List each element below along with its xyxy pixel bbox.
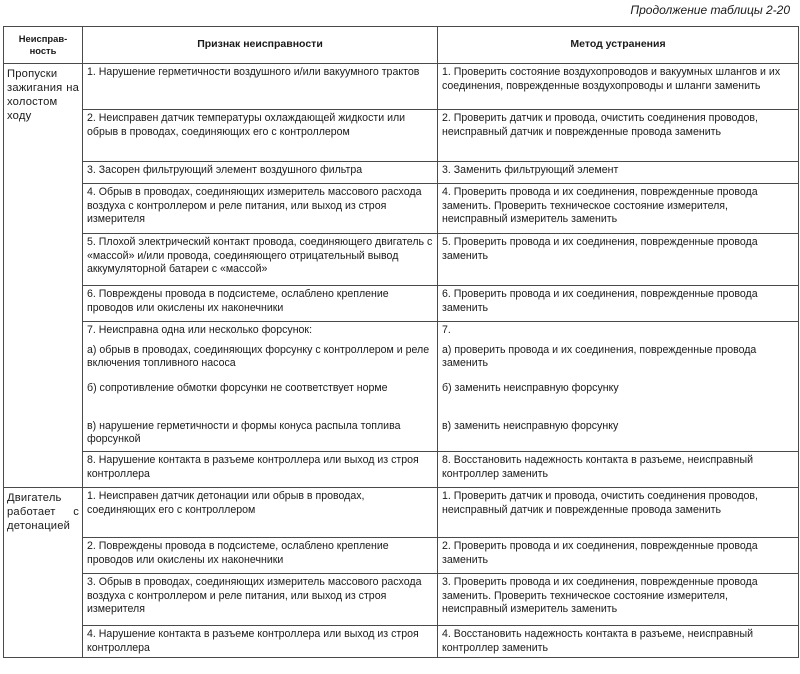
table-row xyxy=(4,418,799,452)
symptom-cell: 4. Нарушение контакта в разъеме контроллера или выход из строя контроллера xyxy=(83,626,438,658)
table-row xyxy=(4,322,799,342)
symptom-cell: 2. Повреждены провода в подсистеме, ослаблено крепление проводов или окислены их наконечники xyxy=(83,538,438,574)
table-row xyxy=(4,184,799,234)
table-header-row xyxy=(4,27,799,64)
symptom-cell: 5. Плохой электрический контакт провода, соединяющего двигатель с «массой» и/или провода, соединяющего отрицательный вывод аккумуляторной батареи с «массой» xyxy=(83,234,438,286)
symptom-cell: 6. Повреждены провода в подсистеме, ослаблено крепление проводов или окислены их наконечники xyxy=(83,286,438,322)
symptom-cell: б) сопротивление обмотки форсунки не соответствует норме xyxy=(83,380,438,418)
remedy-cell: 8. Восстановить надежность контакта в разъеме, неисправный контроллер заменить xyxy=(438,452,799,488)
table-row xyxy=(4,162,799,184)
remedy-cell: 1. Проверить датчик и провода, очистить соединения проводов, неисправный датчик и поврежденные провода заменить xyxy=(438,488,799,538)
remedy-cell: 6. Проверить провода и их соединения, поврежденные провода заменить xyxy=(438,286,799,322)
fault-cell-knock: Двигатель работает с детонацией xyxy=(4,488,83,658)
symptom-cell: 3. Обрыв в проводах, соединяющих измеритель массового расхода воздуха с контроллером и реле питания, или выход из строя измерителя xyxy=(83,574,438,626)
remedy-cell: 3. Заменить фильтрующий элемент xyxy=(438,162,799,184)
symptom-cell: 2. Неисправен датчик температуры охлаждающей жидкости или обрыв в проводах, соединяющих его с контроллером xyxy=(83,110,438,162)
remedy-cell: 2. Проверить датчик и провода, очистить соединения проводов, неисправный датчик и поврежденные провода заменить xyxy=(438,110,799,162)
table-row xyxy=(4,342,799,380)
symptom-cell: 4. Обрыв в проводах, соединяющих измеритель массового расхода воздуха с контроллером и реле питания, или выход из строя измерителя xyxy=(83,184,438,234)
remedy-cell: 1. Проверить состояние воздухопроводов и вакуумных шлангов и их соединения, поврежденные воздухопроводы и шланги заменить xyxy=(438,64,799,110)
table-row xyxy=(4,234,799,286)
header-remedy: Метод устранения xyxy=(438,27,799,64)
table-row xyxy=(4,574,799,626)
header-fault: Неисправ-ность xyxy=(4,27,83,64)
table-continuation-caption: Продолжение таблицы 2-20 xyxy=(630,3,790,17)
remedy-cell: 7. xyxy=(438,322,799,342)
remedy-cell: 4. Проверить провода и их соединения, поврежденные провода заменить. Проверить техническое состояние измерителя, неисправный измеритель заменить xyxy=(438,184,799,234)
header-symptom: Признак неисправности xyxy=(83,27,438,64)
symptom-cell: 7. Неисправна одна или несколько форсунок: xyxy=(83,322,438,342)
table-row xyxy=(4,64,799,110)
table-row xyxy=(4,538,799,574)
remedy-cell: в) заменить неисправную форсунку xyxy=(438,418,799,452)
remedy-cell: а) проверить провода и их соединения, поврежденные провода заменить xyxy=(438,342,799,380)
remedy-cell: 2. Проверить провода и их соединения, поврежденные провода заменить xyxy=(438,538,799,574)
fault-table xyxy=(3,26,799,658)
symptom-cell: 8. Нарушение контакта в разъеме контроллера или выход из строя контроллера xyxy=(83,452,438,488)
table-row xyxy=(4,110,799,162)
symptom-cell: 1. Нарушение герметичности воздушного и/или вакуумного трактов xyxy=(83,64,438,110)
symptom-cell: в) нарушение герметичности и формы конуса распыла топлива форсункой xyxy=(83,418,438,452)
remedy-cell: б) заменить неисправную форсунку xyxy=(438,380,799,418)
fault-cell-idle-misfire: Пропуски зажигания на холостом ходу xyxy=(4,64,83,488)
symptom-cell: а) обрыв в проводах, соединяющих форсунку с контроллером и реле включения топливного насоса xyxy=(83,342,438,380)
remedy-cell: 5. Проверить провода и их соединения, поврежденные провода заменить xyxy=(438,234,799,286)
table-row xyxy=(4,286,799,322)
remedy-cell: 3. Проверить провода и их соединения, поврежденные провода заменить. Проверить техническое состояние измерителя, неисправный измеритель заменить xyxy=(438,574,799,626)
symptom-cell: 3. Засорен фильтрующий элемент воздушного фильтра xyxy=(83,162,438,184)
table-row xyxy=(4,626,799,658)
table-row xyxy=(4,452,799,488)
symptom-cell: 1. Неисправен датчик детонации или обрыв в проводах, соединяющих его с контроллером xyxy=(83,488,438,538)
remedy-cell: 4. Восстановить надежность контакта в разъеме, неисправный контроллер заменить xyxy=(438,626,799,658)
table-row xyxy=(4,380,799,418)
table-row xyxy=(4,488,799,538)
